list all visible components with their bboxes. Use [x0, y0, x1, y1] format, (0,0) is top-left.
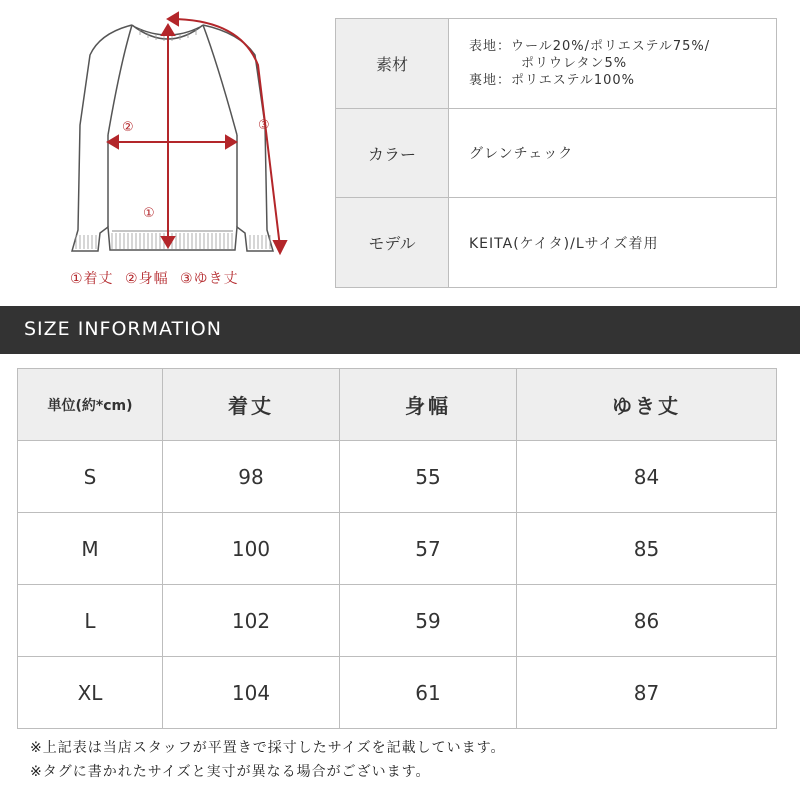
- footnote: ※上記表は当店スタッフが平置きで採寸したサイズを記載しています。: [30, 740, 506, 756]
- spec-row-material: [336, 19, 777, 109]
- section-title: SIZE INFORMATION: [24, 318, 222, 340]
- caption-length: ①着丈: [70, 271, 114, 287]
- color-value: グレンチェック: [449, 109, 777, 198]
- label-1: ①: [143, 206, 155, 221]
- header-length: 着丈: [163, 369, 340, 441]
- size-info-header: [0, 306, 800, 354]
- model-value: KEITA(ケイタ)/Lサイズ着用: [449, 198, 777, 288]
- spec-row-model: [336, 198, 777, 288]
- material-value: [449, 19, 777, 109]
- footnotes: [30, 736, 506, 784]
- table-row: [18, 657, 777, 729]
- width-cell: 57: [339, 513, 516, 585]
- sleeve-cell: 84: [516, 441, 776, 513]
- sleeve-cell: 86: [516, 585, 776, 657]
- sleeve-cell: 85: [516, 513, 776, 585]
- model-key: モデル: [336, 198, 449, 288]
- spec-table: [335, 18, 777, 288]
- size-table-header: [18, 369, 777, 441]
- length-cell: 102: [163, 585, 340, 657]
- header-width: 身幅: [339, 369, 516, 441]
- size-cell: M: [18, 513, 163, 585]
- width-cell: 61: [339, 657, 516, 729]
- sweater-outline: [72, 25, 273, 251]
- material-line: 表地：ウール20%/ポリエステル75%/: [469, 39, 711, 54]
- color-key: カラー: [336, 109, 449, 198]
- size-table: [17, 368, 777, 729]
- sleeve-cell: 87: [516, 657, 776, 729]
- length-cell: 98: [163, 441, 340, 513]
- width-cell: 55: [339, 441, 516, 513]
- header-unit: 単位(約*cm): [18, 369, 163, 441]
- material-line: 裏地：ポリエステル100%: [469, 73, 635, 88]
- length-cell: 104: [163, 657, 340, 729]
- footnote: ※タグに書かれたサイズと実寸が異なる場合がございます。: [30, 764, 431, 780]
- material-line: ポリウレタン5%: [521, 56, 628, 71]
- table-row: [18, 513, 777, 585]
- material-key: 素材: [336, 19, 449, 109]
- size-cell: L: [18, 585, 163, 657]
- caption-sleeve: ③ゆき丈: [180, 271, 239, 287]
- diagram-caption: [70, 268, 245, 288]
- table-row: [18, 441, 777, 513]
- label-3: ③: [258, 118, 270, 133]
- label-2: ②: [122, 120, 134, 135]
- garment-diagram: [40, 5, 310, 265]
- size-cell: S: [18, 441, 163, 513]
- header-sleeve: ゆき丈: [516, 369, 776, 441]
- length-cell: 100: [163, 513, 340, 585]
- measure-arrows: [108, 13, 286, 253]
- size-cell: XL: [18, 657, 163, 729]
- spec-row-color: [336, 109, 777, 198]
- caption-width: ②身幅: [125, 271, 169, 287]
- width-cell: 59: [339, 585, 516, 657]
- table-row: [18, 585, 777, 657]
- rib-texture: [76, 29, 270, 249]
